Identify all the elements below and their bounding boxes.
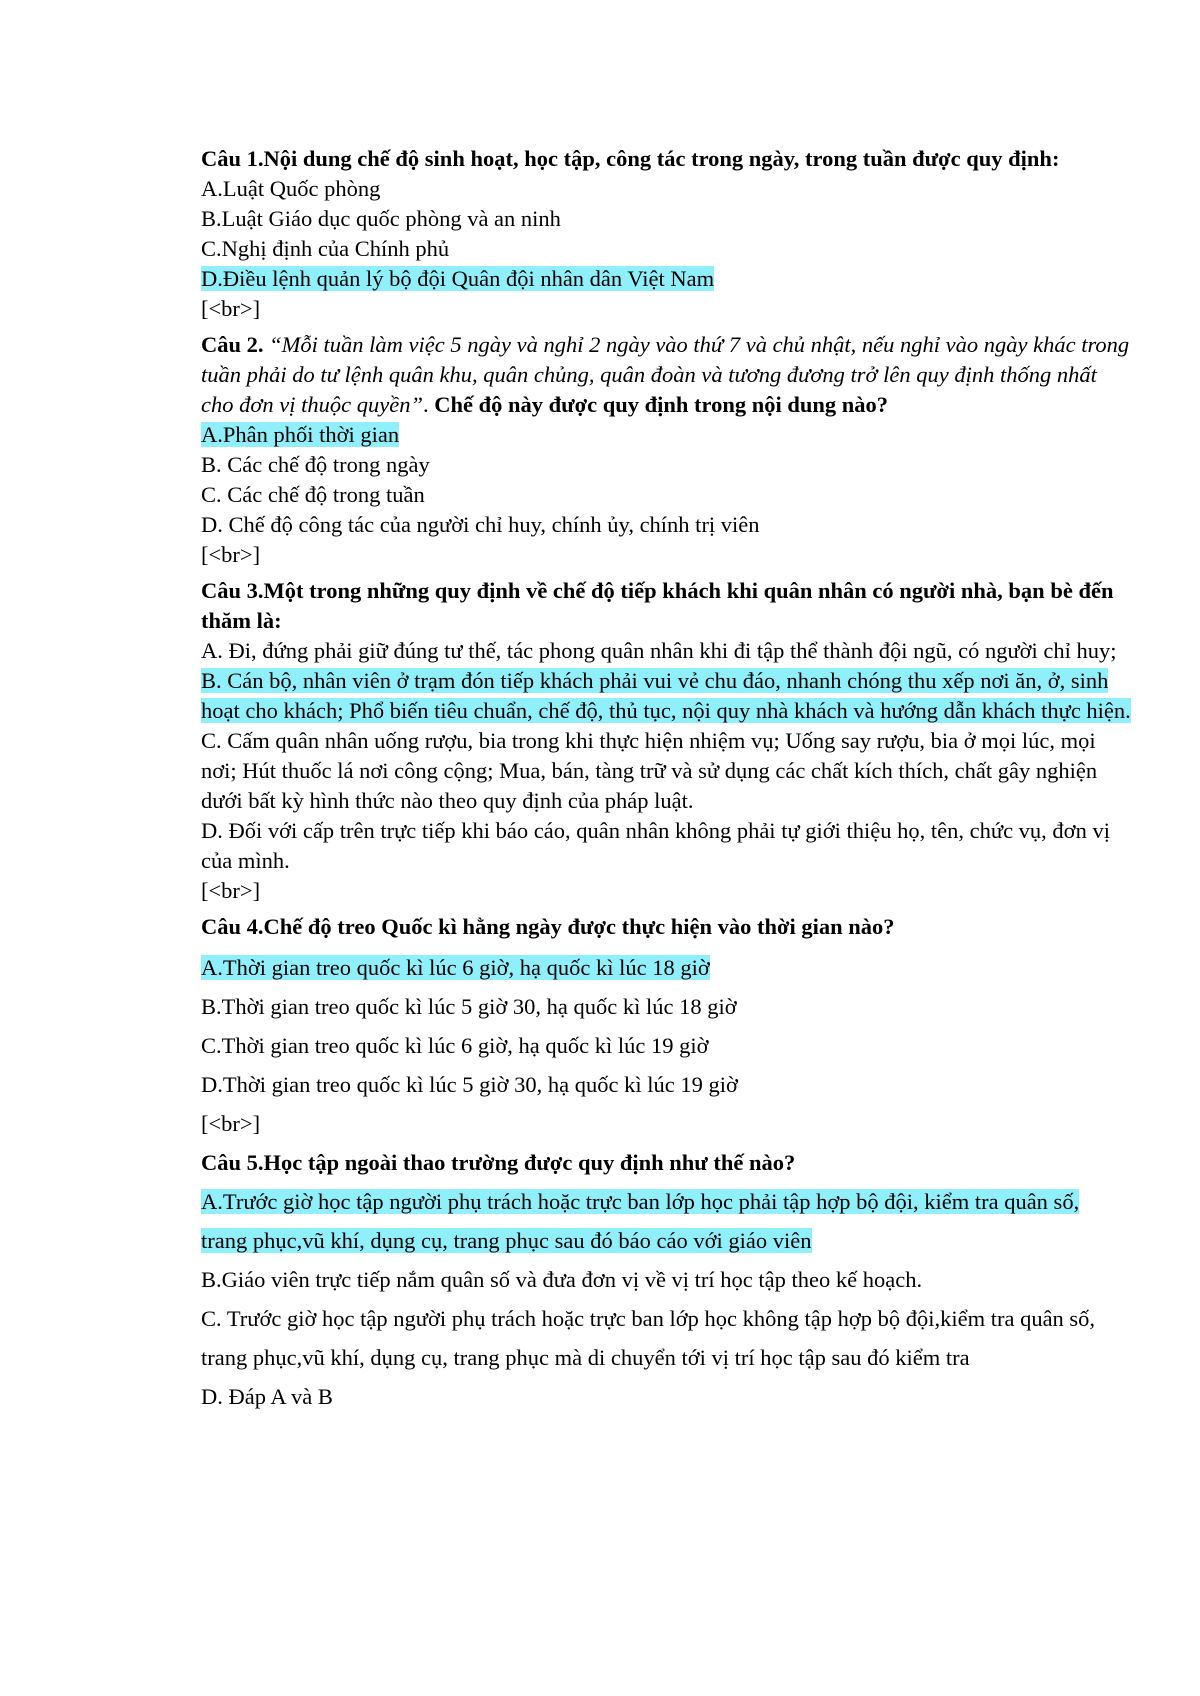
question-2 <box>201 330 1131 570</box>
option-c: C. Các chế độ trong tuần <box>201 482 425 507</box>
question-title: Câu 3.Một trong những quy định về chế độ tiếp khách khi quân nhân có người nhà, bạn bè đến thăm là: <box>201 578 1114 633</box>
option-a-correct-highlight: A.Trước giờ học tập người phụ trách hoặc trực ban lớp học phải tập hợp bộ đội, kiểm tra quân số, trang phục,vũ khí, dụng cụ, trang phục sau đó báo cáo với giáo viên <box>201 1189 1080 1253</box>
option-d: D.Thời gian treo quốc kì lúc 5 giờ 30, hạ quốc kì lúc 19 giờ <box>201 1072 738 1097</box>
option-c: C.Thời gian treo quốc kì lúc 6 giờ, hạ quốc kì lúc 19 giờ <box>201 1033 709 1058</box>
separator: [<br>] <box>201 542 261 567</box>
option-a-correct-highlight: A.Phân phối thời gian <box>201 422 400 447</box>
option-b: B.Thời gian treo quốc kì lúc 5 giờ 30, hạ quốc kì lúc 18 giờ <box>201 994 737 1019</box>
option-a: A.Luật Quốc phòng <box>201 176 381 201</box>
option-c: C. Cấm quân nhân uống rượu, bia trong khi thực hiện nhiệm vụ; Uống say rượu, bia ở mọi lúc, mọi nơi; Hút thuốc lá nơi công cộng; Mua, bán, tàng trữ và sử dụng các chất kích thích, chất gây nghiện dưới bất kỳ hình thức nào theo quy định của pháp luật. <box>201 728 1098 813</box>
separator: [<br>] <box>201 1111 261 1136</box>
option-d: D. Đối với cấp trên trực tiếp khi báo cáo, quân nhân không phải tự giới thiệu họ, tên, chức vụ, đơn vị của mình. <box>201 818 1110 873</box>
question-title: Câu 4.Chế độ treo Quốc kì hằng ngày được thực hiện vào thời gian nào? <box>201 914 895 939</box>
option-a: A. Đi, đứng phải giữ đúng tư thế, tác phong quân nhân khi đi tập thể thành đội ngũ, có người chỉ huy; <box>201 638 1117 663</box>
option-d-correct-highlight: D.Điều lệnh quản lý bộ đội Quân đội nhân dân Việt Nam <box>201 266 715 291</box>
option-c: C. Trước giờ học tập người phụ trách hoặc trực ban lớp học không tập hợp bộ đội,kiểm tra quân số, trang phục,vũ khí, dụng cụ, trang phục mà di chuyển tới vị trí học tập sau đó kiểm tra <box>201 1306 1096 1370</box>
option-d: D. Chế độ công tác của người chỉ huy, chính ủy, chính trị viên <box>201 512 760 537</box>
question-title: Câu 1.Nội dung chế độ sinh hoạt, học tập, công tác trong ngày, trong tuần được quy định: <box>201 146 1060 171</box>
option-b: B.Luật Giáo dục quốc phòng và an ninh <box>201 206 561 231</box>
question-number: Câu 2. <box>201 332 270 357</box>
question-prompt: Chế độ này được quy định trong nội dung nào? <box>434 392 889 417</box>
separator: [<br>] <box>201 296 261 321</box>
option-a-correct-highlight: A.Thời gian treo quốc kì lúc 6 giờ, hạ quốc kì lúc 18 giờ <box>201 955 710 980</box>
document-body <box>201 144 1131 1416</box>
option-b: B. Các chế độ trong ngày <box>201 452 430 477</box>
separator: [<br>] <box>201 878 261 903</box>
question-1 <box>201 144 1131 324</box>
question-quote-end: . <box>422 392 435 417</box>
question-title <box>201 330 1131 420</box>
question-4 <box>201 912 1131 1143</box>
question-quote: “Mỗi tuần làm việc 5 ngày và nghỉ 2 ngày vào thứ 7 và chủ nhật, nếu nghỉ vào ngày khác trong tuần phải do tư lệnh quân khu, quân chủng, quân đoàn và tương đương trở lên quy định thống nhất cho đơn vị thuộc quyền” <box>201 332 1130 417</box>
question-3 <box>201 576 1131 906</box>
option-c: C.Nghị định của Chính phủ <box>201 236 450 261</box>
question-title: Câu 5.Học tập ngoài thao trường được quy định như thế nào? <box>201 1150 796 1175</box>
option-d: D. Đáp A và B <box>201 1384 333 1409</box>
option-b: B.Giáo viên trực tiếp nắm quân số và đưa đơn vị về vị trí học tập theo kế hoạch. <box>201 1267 923 1292</box>
question-5 <box>201 1143 1131 1416</box>
option-b-correct-highlight: B. Cán bộ, nhân viên ở trạm đón tiếp khách phải vui vẻ chu đáo, nhanh chóng thu xếp nơi ăn, ở, sinh hoạt cho khách; Phổ biến tiêu chuẩn, chế độ, thủ tục, nội quy nhà khách và hướng dẫn khách thực hiện. <box>201 668 1131 723</box>
